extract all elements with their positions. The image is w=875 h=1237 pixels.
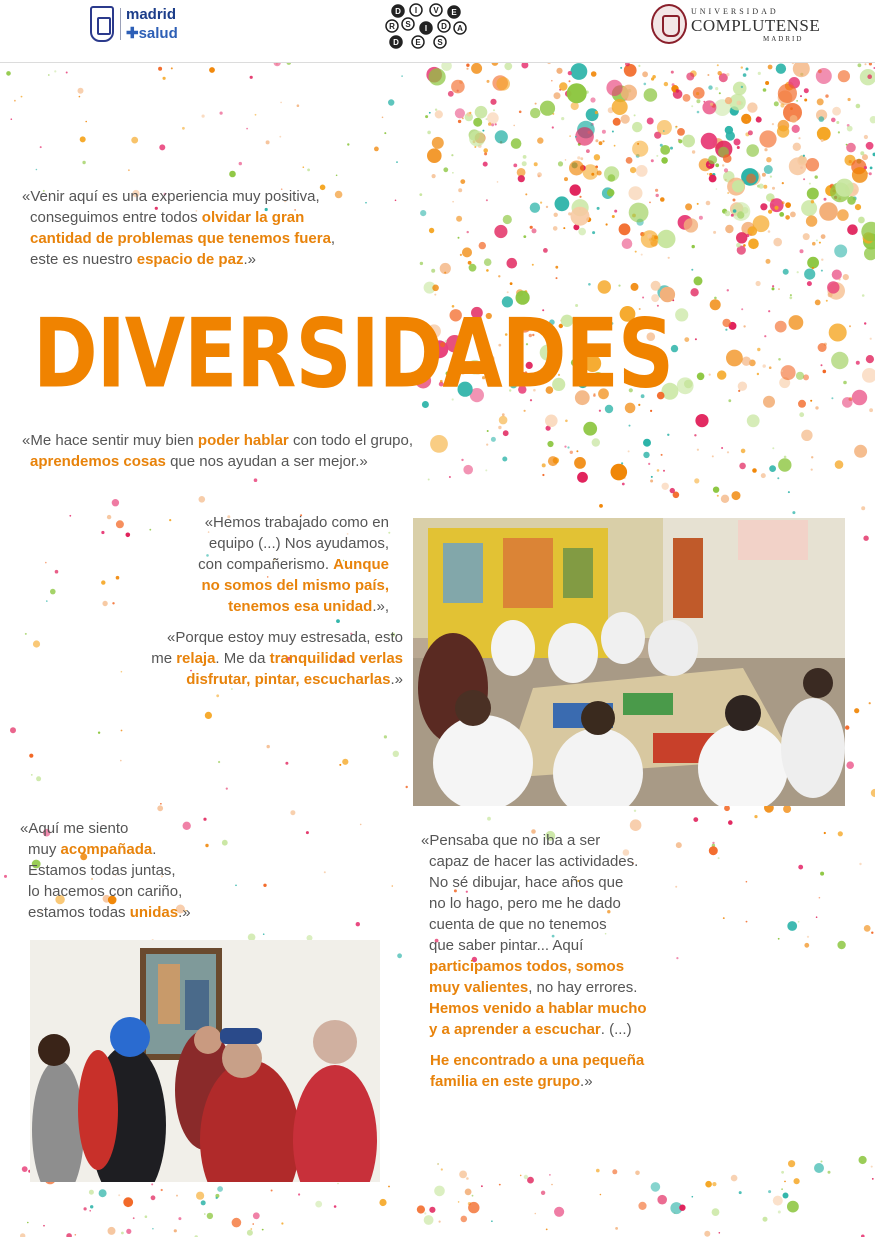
ucm-line2: COMPLUTENSE	[691, 16, 821, 35]
quote-text: «Aquí me siento	[20, 820, 129, 837]
quote-line	[198, 512, 389, 533]
quote-text: que nos ayudan a ser mejor.»	[165, 453, 368, 470]
highlight-text: tranquilidad verlas	[269, 650, 403, 667]
logo-letter: A	[457, 24, 463, 33]
logo-letter: R	[389, 22, 395, 31]
quote-text: «Porque estoy muy estresada, esto	[167, 629, 403, 646]
quote-line	[421, 998, 647, 1019]
quote-equipo	[198, 512, 389, 617]
quote-text: lo hacemos con cariño,	[28, 883, 183, 900]
highlight-text: familia en este grupo	[430, 1073, 581, 1090]
quote-espacio-de-paz	[22, 186, 335, 270]
quote-text: .»,	[372, 598, 389, 615]
ucm-line3: MADRID	[763, 35, 804, 43]
quote-text: «Pensaba que no iba a ser	[421, 832, 601, 849]
page-title: DIVERSIDADES	[33, 300, 673, 410]
quote-text: «Venir aquí es una experiencia muy positiva,	[22, 188, 320, 205]
quote-line	[421, 1019, 647, 1040]
quote-text: Estamos todas juntas,	[28, 862, 176, 879]
highlight-text: olvidar la gran	[201, 209, 305, 226]
quote-acompanada	[20, 818, 191, 923]
highlight-text: He encontrado a una pequeña	[430, 1052, 645, 1069]
quote-poder-hablar	[22, 430, 413, 472]
quote-line	[421, 851, 647, 872]
madrid-logo-line2-text: salud	[138, 25, 178, 42]
quote-participamos	[421, 830, 647, 1040]
quote-line	[198, 575, 389, 596]
highlight-text: acompañada	[60, 841, 153, 858]
quote-text: conseguimos entre todos	[30, 209, 202, 226]
complutense-logo	[651, 4, 821, 46]
diversidades-circle-logo	[378, 2, 470, 54]
highlight-text: poder hablar	[197, 432, 289, 449]
highlight-text: disfrutar, pintar, escucharlas	[186, 671, 391, 688]
quote-text: .»	[580, 1073, 593, 1090]
quote-line	[421, 935, 647, 956]
logo-letter: D	[395, 7, 401, 16]
madrid-crest-icon	[90, 6, 114, 42]
quote-line	[20, 902, 191, 923]
quote-text: este es nuestro	[30, 251, 137, 268]
logo-letter: D	[393, 38, 399, 47]
quote-text: . (...)	[600, 1021, 632, 1038]
quote-text: equipo (...) Nos ayudamos,	[208, 535, 389, 552]
ucm-seal-icon	[651, 4, 687, 44]
highlight-text: relaja	[176, 650, 216, 667]
highlight-text: y a aprender a escuchar	[429, 1021, 601, 1038]
quote-line	[20, 818, 191, 839]
quote-text: me	[151, 650, 177, 667]
quote-text: que saber pintar... Aquí	[429, 937, 584, 954]
quote-pequena-familia	[430, 1050, 644, 1092]
quote-text: muy	[28, 841, 61, 858]
logo-letter: E	[415, 38, 421, 47]
quote-line	[421, 893, 647, 914]
quote-line	[198, 554, 389, 575]
highlight-text: participamos todos, somos	[429, 958, 625, 975]
quote-text: capaz de hacer las actividades.	[429, 853, 639, 870]
quote-line	[430, 1050, 644, 1071]
quote-text: con compañerismo.	[198, 556, 334, 573]
quote-text: .»	[390, 671, 403, 688]
quote-line	[20, 860, 191, 881]
highlight-text: unidas	[129, 904, 179, 921]
quote-line	[22, 228, 335, 249]
quote-line	[198, 596, 389, 617]
logo-letter: I	[424, 24, 428, 33]
quote-text: ,	[330, 230, 336, 247]
logo-letter: V	[433, 6, 439, 15]
highlight-text: no somos del mismo país,	[201, 577, 389, 594]
quote-text: con todo el grupo,	[288, 432, 414, 449]
quote-text: No sé dibujar, hace años que	[429, 874, 624, 891]
quote-text: .	[152, 841, 157, 858]
quote-text: . Me da	[215, 650, 270, 667]
highlight-text: muy valientes	[429, 979, 529, 996]
quote-line	[421, 977, 647, 998]
quote-relaja	[151, 627, 403, 690]
quote-line	[151, 669, 403, 690]
photo-group-painting	[413, 518, 845, 806]
quote-text: , no hay errores.	[528, 979, 638, 996]
logo-letter: D	[441, 22, 447, 31]
quote-line	[22, 186, 335, 207]
quote-line	[22, 430, 413, 451]
logo-divider	[120, 8, 121, 40]
quote-text: «Hemos trabajado como en	[204, 514, 389, 531]
quote-text: estamos todas	[28, 904, 130, 921]
logo-letter: E	[451, 8, 457, 17]
header-logos	[0, 0, 875, 63]
logo-letter: S	[437, 38, 443, 47]
quote-line	[198, 533, 389, 554]
quote-line	[421, 956, 647, 977]
ucm-line1: UNIVERSIDAD	[691, 7, 779, 16]
quote-line	[151, 627, 403, 648]
quote-text: .»	[178, 904, 191, 921]
highlight-text: tenemos esa unidad	[228, 598, 373, 615]
quote-line	[22, 207, 335, 228]
quote-text: no lo hago, pero me he dado	[429, 895, 621, 912]
quote-text: cuenta de que no tenemos	[429, 916, 607, 933]
logo-letter: S	[405, 20, 411, 29]
photo-museum-visit	[30, 940, 380, 1182]
madrid-salud-logo	[90, 4, 200, 44]
quote-line	[421, 872, 647, 893]
quote-line	[151, 648, 403, 669]
quote-line	[430, 1071, 644, 1092]
quote-line	[22, 451, 413, 472]
quote-text: .»	[243, 251, 256, 268]
quote-line	[20, 881, 191, 902]
highlight-text: espacio de paz	[136, 251, 244, 268]
highlight-text: Hemos venido a hablar mucho	[429, 1000, 647, 1017]
madrid-logo-line2: ✚salud	[126, 25, 178, 42]
quote-text: «Me hace sentir muy bien	[22, 432, 198, 449]
quote-line	[20, 839, 191, 860]
logo-letter: I	[414, 6, 418, 15]
highlight-text: cantidad de problemas que tenemos fuera	[30, 230, 331, 247]
quote-line	[22, 249, 335, 270]
quote-line	[421, 830, 647, 851]
quote-line	[421, 914, 647, 935]
highlight-text: Aunque	[333, 556, 389, 573]
highlight-text: aprendemos cosas	[30, 453, 166, 470]
madrid-logo-line1: madrid	[126, 6, 177, 23]
